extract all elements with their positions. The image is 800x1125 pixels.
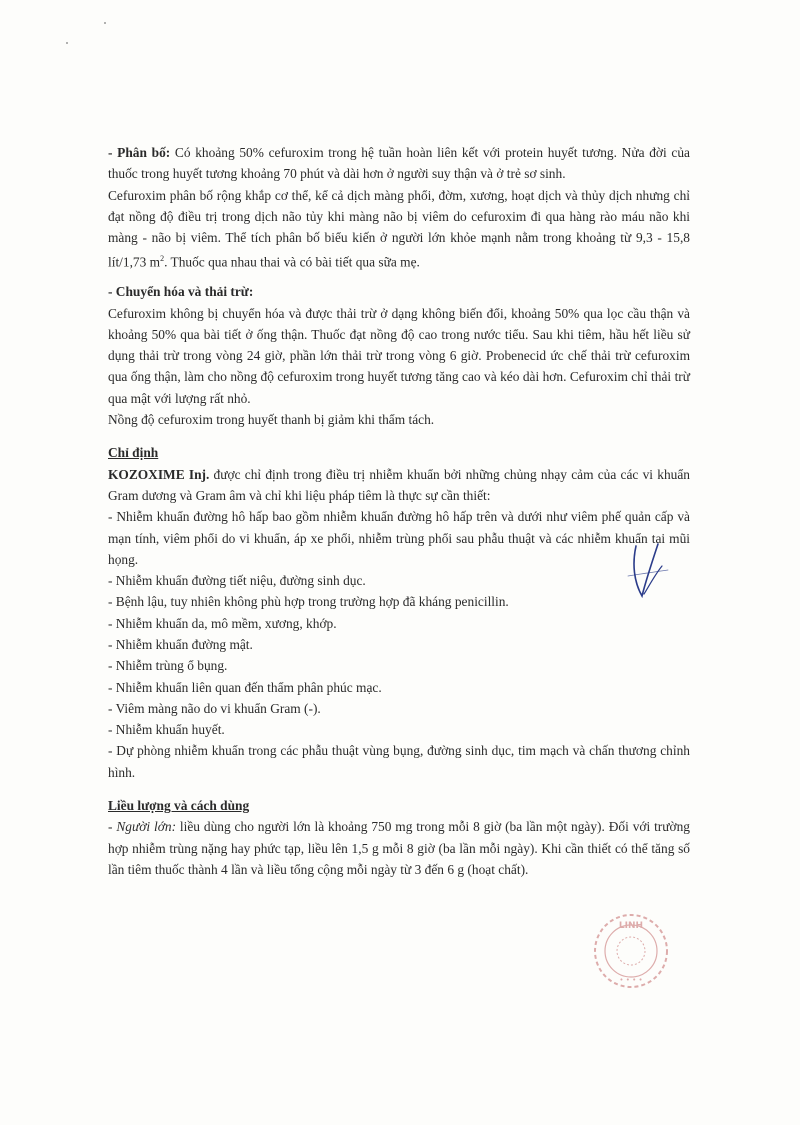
indication-item: - Viêm màng não do vi khuẩn Gram (-).	[108, 700, 321, 716]
dosage-paragraph	[108, 816, 690, 880]
indication-item: - Dự phòng nhiễm khuẩn trong các phẫu thuật vùng bụng, đường sinh dục, tim mạch và chấn thương chỉnh hình.	[108, 743, 690, 780]
metabolism-label: - Chuyển hóa và thải trừ:	[108, 284, 254, 300]
product-name: KOZOXIME Inj.	[108, 466, 210, 482]
stamp-text: LINH	[618, 921, 644, 931]
metabolism-label-line	[108, 281, 690, 302]
indication-item: - Nhiễm khuẩn đường mật.	[108, 637, 253, 652]
scan-speck	[66, 42, 68, 44]
indication-item: - Nhiễm khuẩn da, mô mềm, xương, khớp.	[108, 615, 337, 631]
svg-text:• • • •: • • • •	[619, 976, 643, 984]
adult-label: Người lớn:	[116, 819, 177, 835]
distribution-text: Có khoảng 50% cefuroxim trong hệ tuần hoàn liên kết với protein huyết tương. Nửa đời của thuốc trong huyết tương khoảng 70 phút và dài hơn ở người suy thận và ở trẻ sơ sinh.	[108, 145, 690, 182]
distribution-label: - Phân bố:	[108, 145, 171, 160]
metabolism-paragraph: Cefuroxim không bị chuyển hóa và được thải trừ ở dạng không biến đổi, khoảng 50% qua lọc cầu thận và khoảng 50% qua bài tiết ở ống thận. Thuốc đạt nồng độ cao trong nước tiểu. Sau khi tiêm, hầu hết liều sử dụng thải trừ trong vòng 24 giờ, phần lớn thải trừ trong vòng 6 giờ. Probenecid ức chế thải trừ cefuroxim qua ống thận, làm cho nồng độ cefuroxim trong huyết tương tăng cao và kéo dài hơn. Cefuroxim chỉ thải trừ qua mật với lượng rất nhỏ.	[108, 305, 690, 406]
signature-mark	[618, 536, 674, 612]
company-stamp	[592, 912, 670, 990]
indication-item: - Nhiễm khuẩn liên quan đến thẩm phân phúc mạc.	[108, 679, 382, 695]
indication-item: - Bệnh lậu, tuy nhiên không phù hợp trong trường hợp đã kháng penicillin.	[108, 594, 509, 610]
document-body	[108, 142, 690, 880]
indication-item: - Nhiễm khuẩn huyết.	[108, 722, 225, 738]
distribution-paragraph	[108, 142, 690, 185]
indications-intro	[108, 464, 690, 507]
indication-item: - Nhiễm khuẩn đường hô hấp bao gồm nhiễm khuẩn đường hô hấp trên và dưới như viêm phế quản cấp và mạn tính, viêm phổi do vi khuẩn, áp xe phổi, nhiễm trùng phổi sau phẫu thuật và các nhiễm khuẩn tai mũi họng.	[108, 509, 690, 567]
indication-item: - Nhiễm khuẩn đường tiết niệu, đường sinh dục.	[108, 573, 366, 589]
superscript: 2	[160, 254, 165, 264]
distribution-detail-end: . Thuốc qua nhau thai và có bài tiết qua sữa mẹ.	[164, 254, 420, 270]
distribution-detail-text: Cefuroxim phân bố rộng khắp cơ thể, kể cả dịch màng phổi, đờm, xương, hoạt dịch và thủy dịch nhưng chỉ đạt nồng độ điều trị trong dịch não tủy khi màng não bị viêm do cefuroxim đi qua hàng rào máu não khi màng - não bị viêm. Thể tích phân bố biểu kiến ở người lớn khỏe mạnh nằm trong khoảng từ 9,3 - 15,8 lít/1,73 m	[108, 187, 690, 270]
indications-heading: Chỉ định	[108, 445, 159, 461]
indication-item: - Nhiễm trùng ổ bụng.	[108, 658, 228, 674]
dosage-heading: Liều lượng và cách dùng	[108, 798, 250, 814]
metabolism-paragraph-2: Nồng độ cefuroxim trong huyết thanh bị giảm khi thẩm tách.	[108, 412, 435, 428]
indications-intro-text: được chỉ định trong điều trị nhiễm khuẩn bởi những chủng nhạy cảm của các vi khuẩn Gram dương và Gram âm và chỉ khi liệu pháp tiêm là thực sự cần thiết:	[108, 466, 690, 503]
dosage-heading-line	[108, 795, 690, 816]
dosage-dash: -	[108, 819, 117, 835]
distribution-detail-paragraph	[108, 185, 690, 274]
adult-dosage-text: liều dùng cho người lớn là khoảng 750 mg trong mỗi 8 giờ (ba lần một ngày). Đối với trường hợp nhiễm trùng nặng hay phức tạp, liều lên 1,5 g mỗi 8 giờ (ba lần mỗi ngày). Khi cần thiết có thể tăng số lần tiêm thuốc thành 4 lần và liều tổng cộng mỗi ngày từ 3 đến 6 g (hoạt chất).	[108, 819, 690, 877]
scan-speck	[104, 22, 106, 24]
indications-heading-line	[108, 442, 690, 463]
